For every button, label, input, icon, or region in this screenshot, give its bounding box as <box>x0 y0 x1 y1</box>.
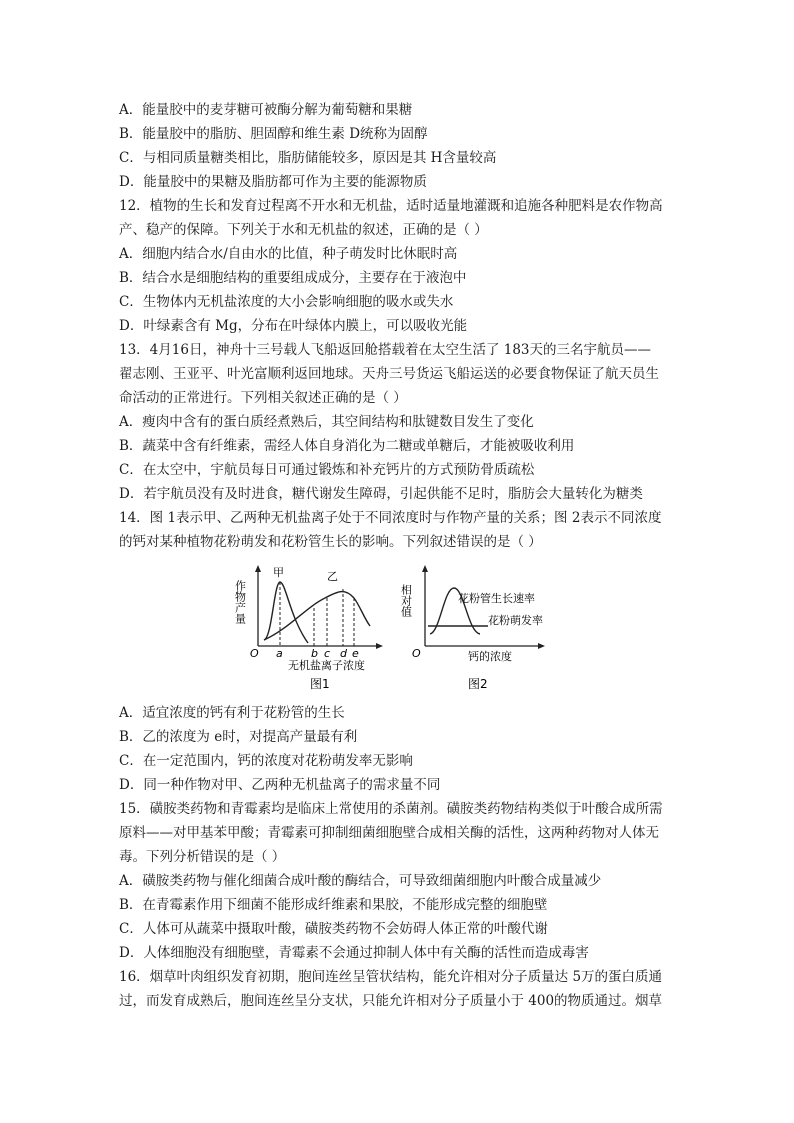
q16-stem-line1: 16．烟草叶肉组织发育初期，胞间连丝呈管状结构，能允许相对分子质量达 5万的蛋白质通 <box>119 969 663 985</box>
q13-option-d: D．若宇航员没有及时进食，糖代谢发生障碍，引起供能不足时，脂肪会大量转化为糖类 <box>119 486 643 502</box>
q14-option-b: B．乙的浓度为 e时，对提高产量最有利 <box>119 729 358 745</box>
q12-stem-line1: 12．植物的生长和发育过程离不开水和无机盐，适时适量地灌溉和追施各种肥料是农作物高 <box>119 198 663 214</box>
q13-option-c: C．在太空中，宇航员每日可通过锻炼和补充钙片的方式预防骨质疏松 <box>119 462 535 478</box>
fig2-xlabel: 钙的浓度 <box>468 650 512 663</box>
fig2-label-series2: 花粉萌发率 <box>488 614 543 627</box>
fig2-caption: 图2 <box>468 677 488 691</box>
q11-option-c: C．与相同质量糖类相比，脂肪储能较多，原因是其 H含量较高 <box>119 150 497 166</box>
fig2-label-series1: 花粉管生长速率 <box>458 592 535 605</box>
q12-option-a: A．细胞内结合水/自由水的比值，种子萌发时比休眠时高 <box>119 246 458 262</box>
q13-stem-line1: 13．4月16日，神舟十三号载人飞船返回舱搭载着在太空生活了 183天的三名宇航员—— <box>119 342 652 358</box>
q13-option-b: B．蔬菜中含有纤维素，需经人体自身消化为二糖或单糖后，才能被吸收利用 <box>119 438 575 454</box>
q12-option-c: C．生物体内无机盐浓度的大小会影响细胞的吸水或失水 <box>119 294 454 310</box>
q12-option-d: D．叶绿素含有 Mg，分布在叶绿体内膜上，可以吸收光能 <box>119 318 468 334</box>
q15-stem-line1: 15．磺胺类药物和青霉素均是临床上常使用的杀菌剂。磺胺类药物结构类似于叶酸合成所需 <box>119 801 663 817</box>
fig1-tick-b: b <box>311 647 318 660</box>
q12-stem-line2: 产、稳产的保障。下列关于水和无机盐的叙述，正确的是（ ） <box>119 222 488 238</box>
q13-option-a: A．瘦肉中含有的蛋白质经煮熟后，其空间结构和肽键数目发生了变化 <box>119 414 534 430</box>
figure-1 <box>234 565 384 691</box>
fig1-y-arrow <box>255 565 261 572</box>
fig1-tick-a: a <box>276 647 283 660</box>
q14-option-a: A．适宜浓度的钙有利于花粉管的生长 <box>119 705 345 721</box>
fig2-ylabel: 相对值 <box>399 584 413 617</box>
fig1-origin: O <box>250 647 259 660</box>
fig2-x-arrow <box>538 643 545 649</box>
q14-stem-line2: 的钙对某种植物花粉萌发和花粉管生长的影响。下列叙述错误的是（ ） <box>119 534 542 550</box>
q15-stem-line2: 原料——对甲基苯甲酸；青霉素可抑制细菌细胞壁合成相关酶的活性，这两种药物对人体无 <box>119 825 659 841</box>
fig1-label-jia: 甲 <box>273 566 284 579</box>
q13-stem-line2: 翟志刚、王亚平、叶光富顺利返回地球。天舟三号货运飞船运送的必要食物保证了航天员生 <box>119 366 659 382</box>
fig1-xlabel: 无机盐离子浓度 <box>288 659 365 672</box>
q15-option-d: D．人体细胞没有细胞壁，青霉素不会通过抑制人体中有关酶的活性而造成毒害 <box>119 945 589 961</box>
q15-stem-line3: 毒。下列分析错误的是（ ） <box>119 849 286 865</box>
fig2-y-arrow <box>422 565 428 572</box>
fig1-tick-e: e <box>352 647 359 660</box>
q14-option-c: C．在一定范围内，钙的浓度对花粉萌发率无影响 <box>119 753 413 769</box>
fig1-tick-c: c <box>324 647 331 660</box>
q15-option-b: B．在青霉素作用下细菌不能形成纤维素和果胶，不能形成完整的细胞壁 <box>119 897 548 913</box>
fig1-x-arrow <box>376 643 383 649</box>
q14-figures <box>230 558 590 693</box>
q11-option-b: B．能量胶中的脂肪、胆固醇和维生素 D统称为固醇 <box>119 126 428 142</box>
q11-option-a: A．能量胶中的麦芽糖可被酶分解为葡萄糖和果糖 <box>119 102 413 118</box>
fig1-label-yi: 乙 <box>327 570 338 583</box>
q13-stem-line3: 命活动的正常进行。下列相关叙述正确的是（ ） <box>119 390 407 406</box>
fig1-curve-jia <box>264 582 308 643</box>
fig2-origin: O <box>412 647 421 660</box>
q14-stem-line1: 14．图 1表示甲、乙两种无机盐离子处于不同浓度时与作物产量的关系；图 2表示不同浓度 <box>119 510 662 526</box>
q11-option-d: D．能量胶中的果糖及脂肪都可作为主要的能源物质 <box>119 174 427 190</box>
q14-option-d: D．同一种作物对甲、乙两种无机盐离子的需求量不同 <box>119 777 441 793</box>
q15-option-a: A．磺胺类药物与催化细菌合成叶酸的酶结合，可导致细菌细胞内叶酸合成量减少 <box>119 873 602 889</box>
q12-option-b: B．结合水是细胞结构的重要组成成分，主要存在于液泡中 <box>119 270 467 286</box>
fig1-caption: 图1 <box>310 677 330 691</box>
q16-stem-line2: 过，而发育成熟后，胞间连丝呈分支状，只能允许相对分子质量小于 400的物质通过。烟草 <box>119 993 663 1009</box>
q15-option-c: C．人体可从蔬菜中摄取叶酸，磺胺类药物不会妨碍人体正常的叶酸代谢 <box>119 921 548 937</box>
fig1-tick-d: d <box>340 647 347 660</box>
figure-2 <box>400 565 546 691</box>
fig1-ylabel: 作物产量 <box>233 580 247 624</box>
